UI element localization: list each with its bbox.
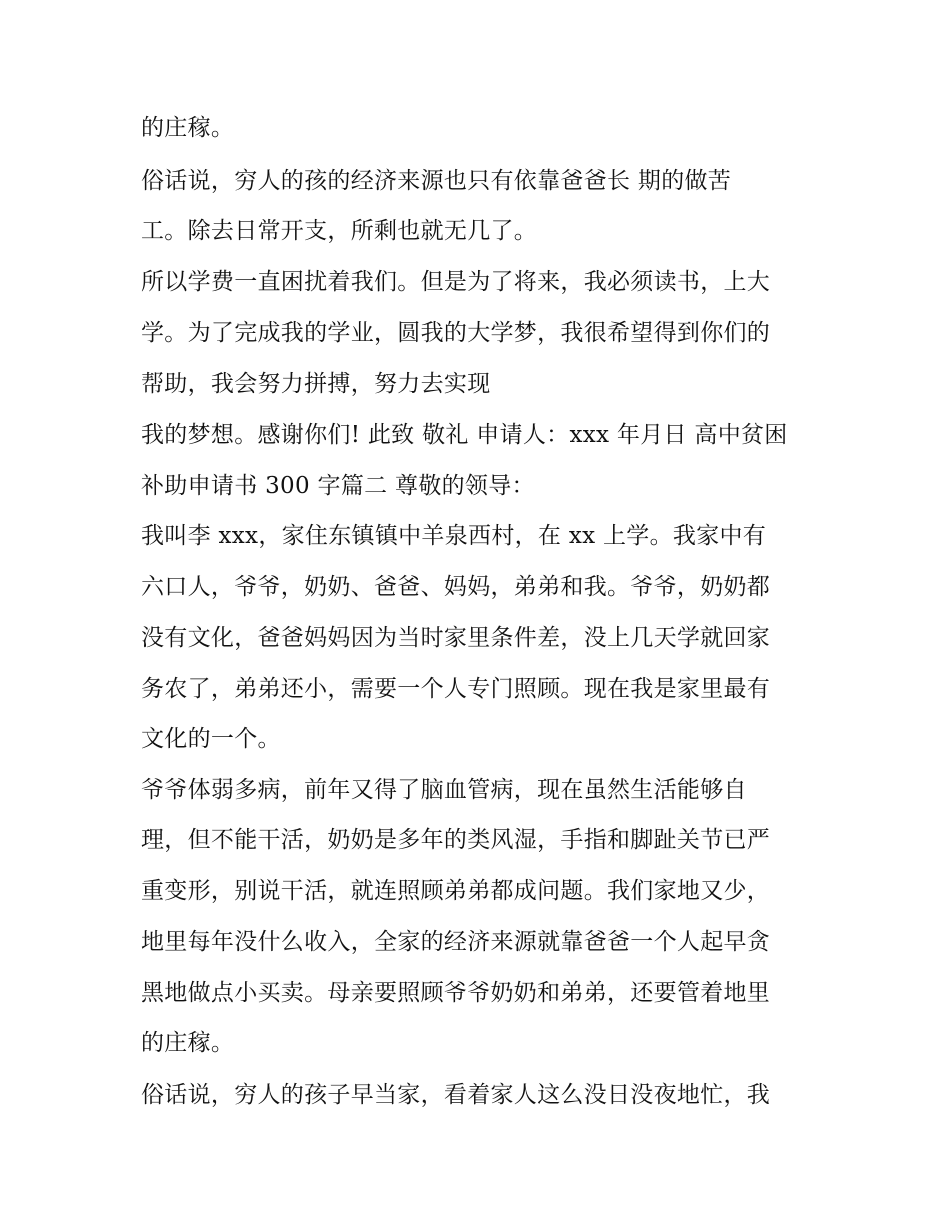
text-line: 工。除去日常开支，所剩也就无几了。: [141, 218, 538, 244]
text-line: 没有文化，爸爸妈妈因为当时家里条件差，没上几天学就回家: [141, 625, 771, 651]
text-line: 补助申请书 300 字篇二 尊敬的领导：: [141, 473, 535, 499]
text-line: 我的梦想。感谢你们! 此致 敬礼 申请人：xxx 年月日 高中贫困: [141, 422, 788, 448]
text-line: 理，但不能干活，奶奶是多年的类风湿，手指和脚趾关节已严: [141, 827, 771, 853]
text-line: 学。为了完成我的学业，圆我的大学梦，我很希望得到你们的: [141, 320, 771, 346]
text-line: 俗话说，穷人的孩的经济来源也只有依靠爸爸长 期的做苦: [141, 168, 732, 194]
text-line: 六口人，爷爷，奶奶、爸爸、妈妈，弟弟和我。爷爷，奶奶都: [141, 574, 771, 600]
text-line: 帮助，我会努力拼搏，努力去实现: [141, 371, 491, 397]
text-line: 地里每年没什么收入，全家的经济来源就靠爸爸一个人起早贪: [141, 929, 771, 955]
text-line: 我叫李 xxx，家住东镇镇中羊泉西村，在 xx 上学。我家中有: [141, 523, 767, 549]
text-line: 俗话说，穷人的孩子早当家，看着家人这么没日没夜地忙，我: [141, 1082, 771, 1108]
text-line: 的庄稼。: [141, 115, 235, 141]
text-line: 的庄稼。: [141, 1030, 235, 1056]
text-line: 所以学费一直困扰着我们。但是为了将来，我必须读书，上大: [141, 269, 771, 295]
text-line: 文化的一个。: [141, 726, 281, 752]
text-line: 务农了，弟弟还小，需要一个人专门照顾。现在我是家里最有: [141, 676, 771, 702]
text-line: 爷爷体弱多病，前年又得了脑血管病，现在虽然生活能够自: [141, 777, 747, 803]
text-line: 黑地做点小买卖。母亲要照顾爷爷奶奶和弟弟，还要管着地里: [141, 980, 771, 1006]
text-line: 重变形，别说干活，就连照顾弟弟都成问题。我们家地又少，: [141, 878, 771, 904]
